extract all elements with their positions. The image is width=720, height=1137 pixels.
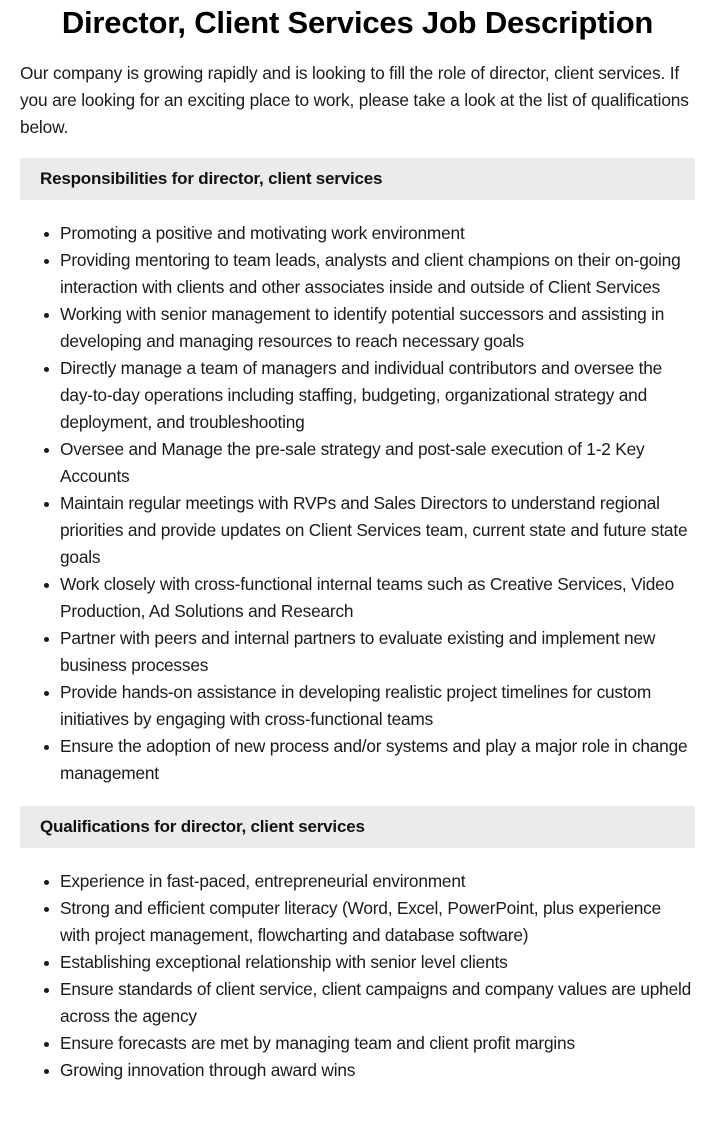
list-item-text: Oversee and Manage the pre-sale strategy and post-sale execution of 1-2 Key Accounts: [60, 439, 645, 486]
list-item-text: Promoting a positive and motivating work environment: [60, 223, 465, 243]
list-item-text: Working with senior management to identify potential successors and assisting in developing and managing resources to reach necessary goals: [60, 304, 665, 351]
bullet-icon: [44, 1042, 49, 1047]
bullet-icon: [44, 961, 49, 966]
list-item: [60, 679, 695, 733]
bullet-icon: [44, 745, 49, 750]
list-item: [60, 571, 695, 625]
list-item: [60, 976, 695, 1030]
list-item: [60, 733, 695, 787]
list-item-text: Provide hands-on assistance in developing realistic project timelines for custom initiatives by engaging with cross-functional teams: [60, 682, 652, 729]
bullet-icon: [44, 259, 49, 264]
list-item: [60, 949, 695, 976]
list-item: [60, 625, 695, 679]
list-item: [60, 247, 695, 301]
list-item: [60, 220, 695, 247]
list-item: [60, 895, 695, 949]
bullet-icon: [44, 988, 49, 993]
list-item-text: Work closely with cross-functional internal teams such as Creative Services, Video Production, Ad Solutions and Research: [60, 574, 674, 621]
bullet-icon: [44, 313, 49, 318]
list-item: [60, 355, 695, 436]
list-item-text: Growing innovation through award wins: [60, 1060, 356, 1080]
qualifications-list: [20, 848, 695, 1084]
bullet-icon: [44, 1069, 49, 1074]
list-item: [60, 1057, 695, 1084]
intro-paragraph: Our company is growing rapidly and is looking to fill the role of director, client services. If you are looking for an exciting place to work, please take a look at the list of qualifications below.: [20, 63, 689, 137]
list-item: [60, 436, 695, 490]
responsibilities-heading: Responsibilities for director, client services: [20, 158, 695, 200]
bullet-icon: [44, 502, 49, 507]
bullet-icon: [44, 880, 49, 885]
bullet-icon: [44, 448, 49, 453]
list-item-text: Ensure the adoption of new process and/or systems and play a major role in change management: [60, 736, 688, 783]
list-item-text: Ensure standards of client service, client campaigns and company values are upheld across the agency: [60, 979, 692, 1026]
list-item-text: Strong and efficient computer literacy (Word, Excel, PowerPoint, plus experience with project management, flowcharting and database software): [60, 898, 661, 945]
page-title: Director, Client Services Job Description: [61, 5, 654, 40]
list-item-text: Partner with peers and internal partners to evaluate existing and implement new business processes: [60, 628, 656, 675]
list-item-text: Maintain regular meetings with RVPs and Sales Directors to understand regional priorities and provide updates on Client Services team, current state and future state goals: [60, 493, 688, 567]
bullet-icon: [44, 232, 49, 237]
bullet-icon: [44, 691, 49, 696]
list-item-text: Experience in fast-paced, entrepreneurial environment: [60, 871, 466, 891]
list-item: [60, 868, 695, 895]
list-item: [60, 301, 695, 355]
list-item-text: Ensure forecasts are met by managing team and client profit margins: [60, 1033, 575, 1053]
list-item-text: Providing mentoring to team leads, analysts and client champions on their on-going interaction with clients and other associates inside and outside of Client Services: [60, 250, 681, 297]
bullet-icon: [44, 583, 49, 588]
list-item: [60, 1030, 695, 1057]
bullet-icon: [44, 637, 49, 642]
list-item: [60, 490, 695, 571]
responsibilities-list: [20, 200, 695, 787]
list-item-text: Directly manage a team of managers and individual contributors and oversee the day-to-day operations including staffing, budgeting, organizational strategy and deployment, and troubleshooting: [60, 358, 663, 432]
list-item-text: Establishing exceptional relationship with senior level clients: [60, 952, 508, 972]
bullet-icon: [44, 907, 49, 912]
bullet-icon: [44, 367, 49, 372]
qualifications-heading: Qualifications for director, client services: [20, 806, 695, 848]
